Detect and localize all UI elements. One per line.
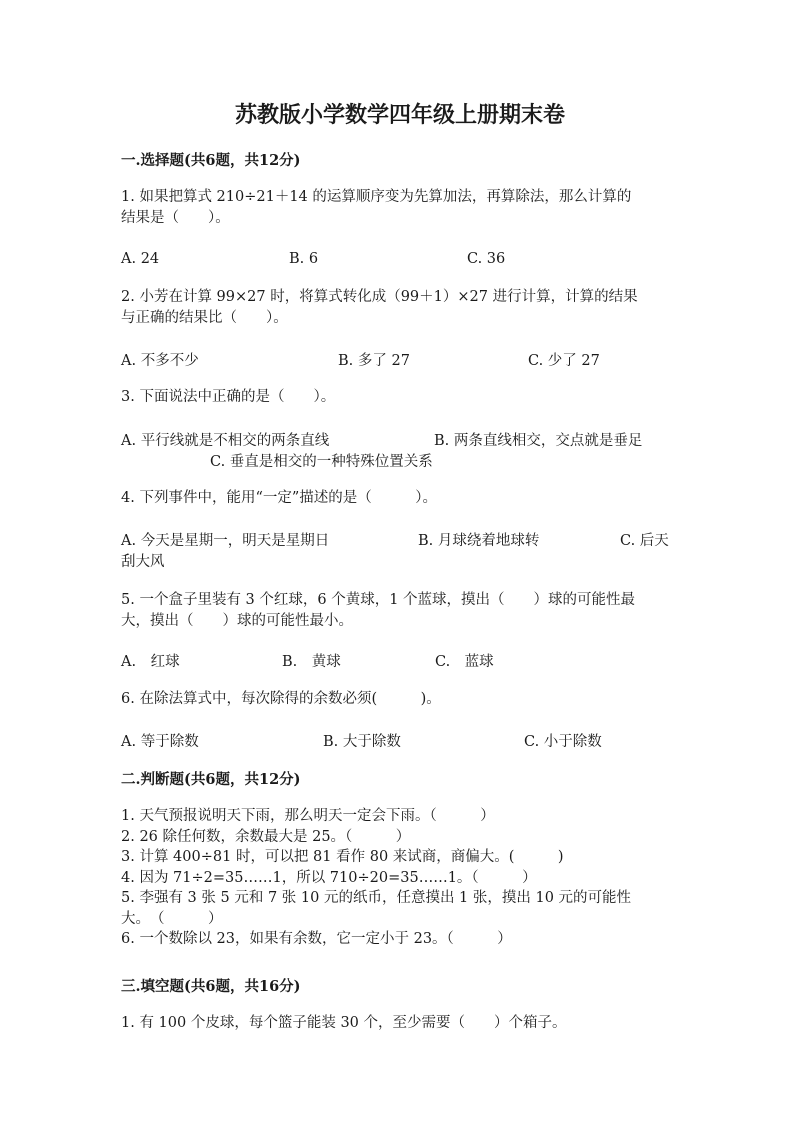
option-b: B. 黄球 xyxy=(282,654,341,670)
question-3 xyxy=(121,387,681,408)
section-heading-choice: 一.选择题(共6题，共12分) xyxy=(121,152,301,169)
question-text: 3. 下面说法中正确的是（ ）。 xyxy=(121,389,336,405)
option-a: A. 红球 xyxy=(121,654,180,670)
option-b: B. 两条直线相交，交点就是垂足 xyxy=(434,433,643,449)
option-b: B. 月球绕着地球转 xyxy=(418,533,540,549)
question-text: 1. 如果把算式 210÷21＋14 的运算顺序变为先算加法，再算除法，那么计算的 xyxy=(121,189,632,205)
question-text: 4. 下列事件中，能用“一定”描述的是（ ）。 xyxy=(121,490,438,506)
question-1 xyxy=(121,187,681,229)
judge-item: 6. 一个数除以 23，如果有余数，它一定小于 23。（ ） xyxy=(121,931,512,947)
question-text: 2. 小芳在计算 99×27 时，将算式转化成（99＋1）×27 进行计算，计算的结果 xyxy=(121,289,638,305)
question-text: 1. 有 100 个皮球，每个篮子能装 30 个，至少需要（ ）个箱子。 xyxy=(121,1015,567,1031)
option-a: A. 平行线就是不相交的两条直线 xyxy=(121,433,330,449)
judge-list xyxy=(121,806,681,950)
section-heading-judge: 二.判断题(共6题，共12分) xyxy=(121,771,301,788)
option-a: A. 等于除数 xyxy=(121,734,199,750)
question-text: 5. 一个盒子里装有 3 个红球，6 个黄球，1 个蓝球，摸出（ ）球的可能性最 xyxy=(121,592,636,608)
option-c-continued: 刮大风 xyxy=(121,554,165,570)
question-4 xyxy=(121,488,681,509)
option-b: B. 6 xyxy=(289,251,319,267)
option-b: B. 多了 27 xyxy=(338,353,410,369)
option-c: C. 后天 xyxy=(620,533,669,549)
option-c: C. 垂直是相交的一种特殊位置关系 xyxy=(210,454,433,470)
option-c: C. 少了 27 xyxy=(528,353,600,369)
judge-item: 4. 因为 71÷2=35……1，所以 710÷20=35……1。（ ） xyxy=(121,869,537,886)
question-6 xyxy=(121,689,681,710)
question-2 xyxy=(121,287,681,329)
option-a: A. 不多不少 xyxy=(121,353,199,369)
question-text: 大，摸出（ ）球的可能性最小。 xyxy=(121,613,353,629)
option-a: A. 24 xyxy=(121,251,160,267)
judge-item: 1. 天气预报说明天下雨，那么明天一定会下雨。（ ） xyxy=(121,808,495,824)
option-c: C. 小于除数 xyxy=(524,734,602,750)
option-b: B. 大于除数 xyxy=(323,734,401,750)
question-5 xyxy=(121,590,681,632)
section-heading-fill: 三.填空题(共6题，共16分) xyxy=(121,978,301,995)
option-c: C. 蓝球 xyxy=(435,654,494,670)
question-text: 6. 在除法算式中，每次除得的余数必须( )。 xyxy=(121,691,441,707)
fill-question-1 xyxy=(121,1013,681,1034)
judge-item: 2. 26 除任何数，余数最大是 25。（ ） xyxy=(121,828,411,845)
option-a: A. 今天是星期一，明天是星期日 xyxy=(121,533,330,549)
judge-item: 大。 （ ） xyxy=(121,910,223,927)
judge-item: 5. 李强有 3 张 5 元和 7 张 10 元的纸币，任意摸出 1 张，摸出 10 元的可能性 xyxy=(121,890,632,906)
option-c: C. 36 xyxy=(467,251,506,267)
judge-item: 3. 计算 400÷81 时，可以把 81 看作 80 来试商，商偏大。( ) xyxy=(121,849,564,865)
question-text: 结果是（ ）。 xyxy=(121,210,230,226)
question-text: 与正确的结果比（ ）。 xyxy=(121,310,288,326)
page-title: 苏教版小学数学四年级上册期末卷 xyxy=(234,102,565,128)
